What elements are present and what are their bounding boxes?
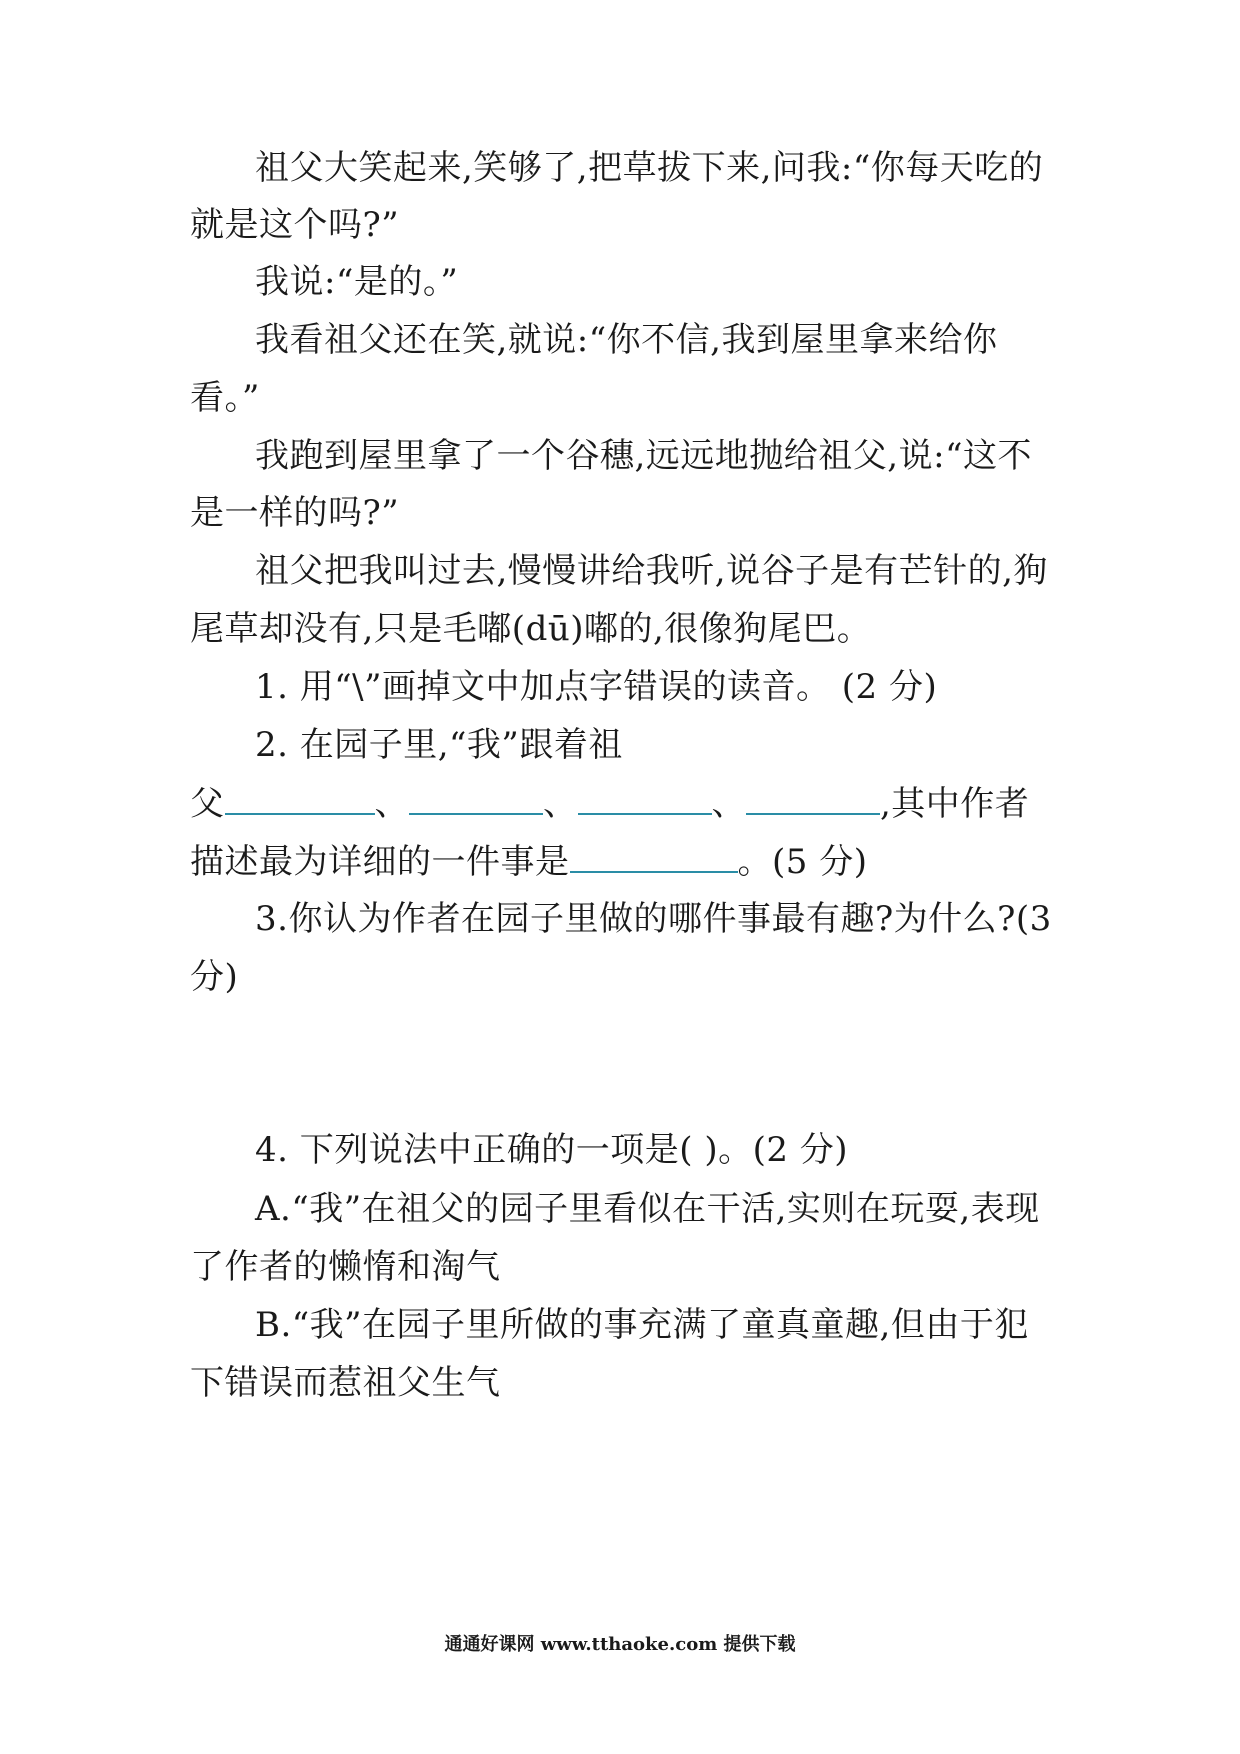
passage-line: 祖父把我叫过去,慢慢讲给我听,说谷子是有芒针的,狗 bbox=[255, 551, 1048, 591]
question-4: 4. 下列说法中正确的一项是( )。(2 分) bbox=[255, 1130, 849, 1170]
option-a-line: A.“我”在祖父的园子里看似在干活,实则在玩耍,表现 bbox=[255, 1189, 1040, 1229]
answer-blank-1[interactable] bbox=[225, 783, 375, 815]
answer-blank-5[interactable] bbox=[570, 841, 738, 873]
passage-line: 我说:“是的。” bbox=[255, 262, 459, 302]
passage-line: 我看祖父还在笑,就说:“你不信,我到屋里拿来给你 bbox=[255, 320, 998, 360]
question-2-text: ,其中作者 bbox=[880, 784, 1030, 824]
passage-line: 我跑到屋里拿了一个谷穗,远远地抛给祖父,说:“这不 bbox=[255, 436, 1032, 476]
answer-blank-3[interactable] bbox=[578, 783, 712, 815]
question-1: 1. 用“\”画掉文中加点字错误的读音。 (2 分) bbox=[255, 667, 938, 707]
passage-line: 尾草却没有,只是毛嘟(dū)嘟的,很像狗尾巴。 bbox=[190, 609, 872, 649]
separator: 、 bbox=[543, 784, 578, 824]
question-2-text: 。(5 分) bbox=[737, 842, 868, 882]
option-a-line: 了作者的懒惰和淘气 bbox=[190, 1247, 501, 1287]
question-2-text: 父 bbox=[190, 784, 225, 824]
passage-line: 看。” bbox=[190, 378, 260, 418]
option-b-line: 下错误而惹祖父生气 bbox=[190, 1363, 501, 1403]
passage-line: 祖父大笑起来,笑够了,把草拔下来,问我:“你每天吃的 bbox=[255, 148, 1044, 188]
question-2-line: 2. 在园子里,“我”跟着祖 bbox=[255, 725, 623, 765]
passage-line: 是一样的吗?” bbox=[190, 493, 400, 533]
question-2-text: 描述最为详细的一件事是 bbox=[190, 842, 570, 882]
question-2-detail-row bbox=[190, 841, 867, 882]
option-b-line: B.“我”在园子里所做的事充满了童真童趣,但由于犯 bbox=[255, 1305, 1029, 1345]
question-3-line: 分) bbox=[190, 957, 239, 997]
answer-blank-2[interactable] bbox=[409, 783, 543, 815]
separator: 、 bbox=[711, 784, 746, 824]
question-2-blanks-row bbox=[190, 783, 1029, 824]
passage-line: 就是这个吗?” bbox=[190, 205, 400, 245]
answer-blank-4[interactable] bbox=[746, 783, 880, 815]
footer-source: 通通好课网 www.tthaoke.com 提供下载 bbox=[444, 1634, 796, 1655]
separator: 、 bbox=[374, 784, 409, 824]
question-3-line: 3.你认为作者在园子里做的哪件事最有趣?为什么?(3 bbox=[255, 899, 1052, 939]
